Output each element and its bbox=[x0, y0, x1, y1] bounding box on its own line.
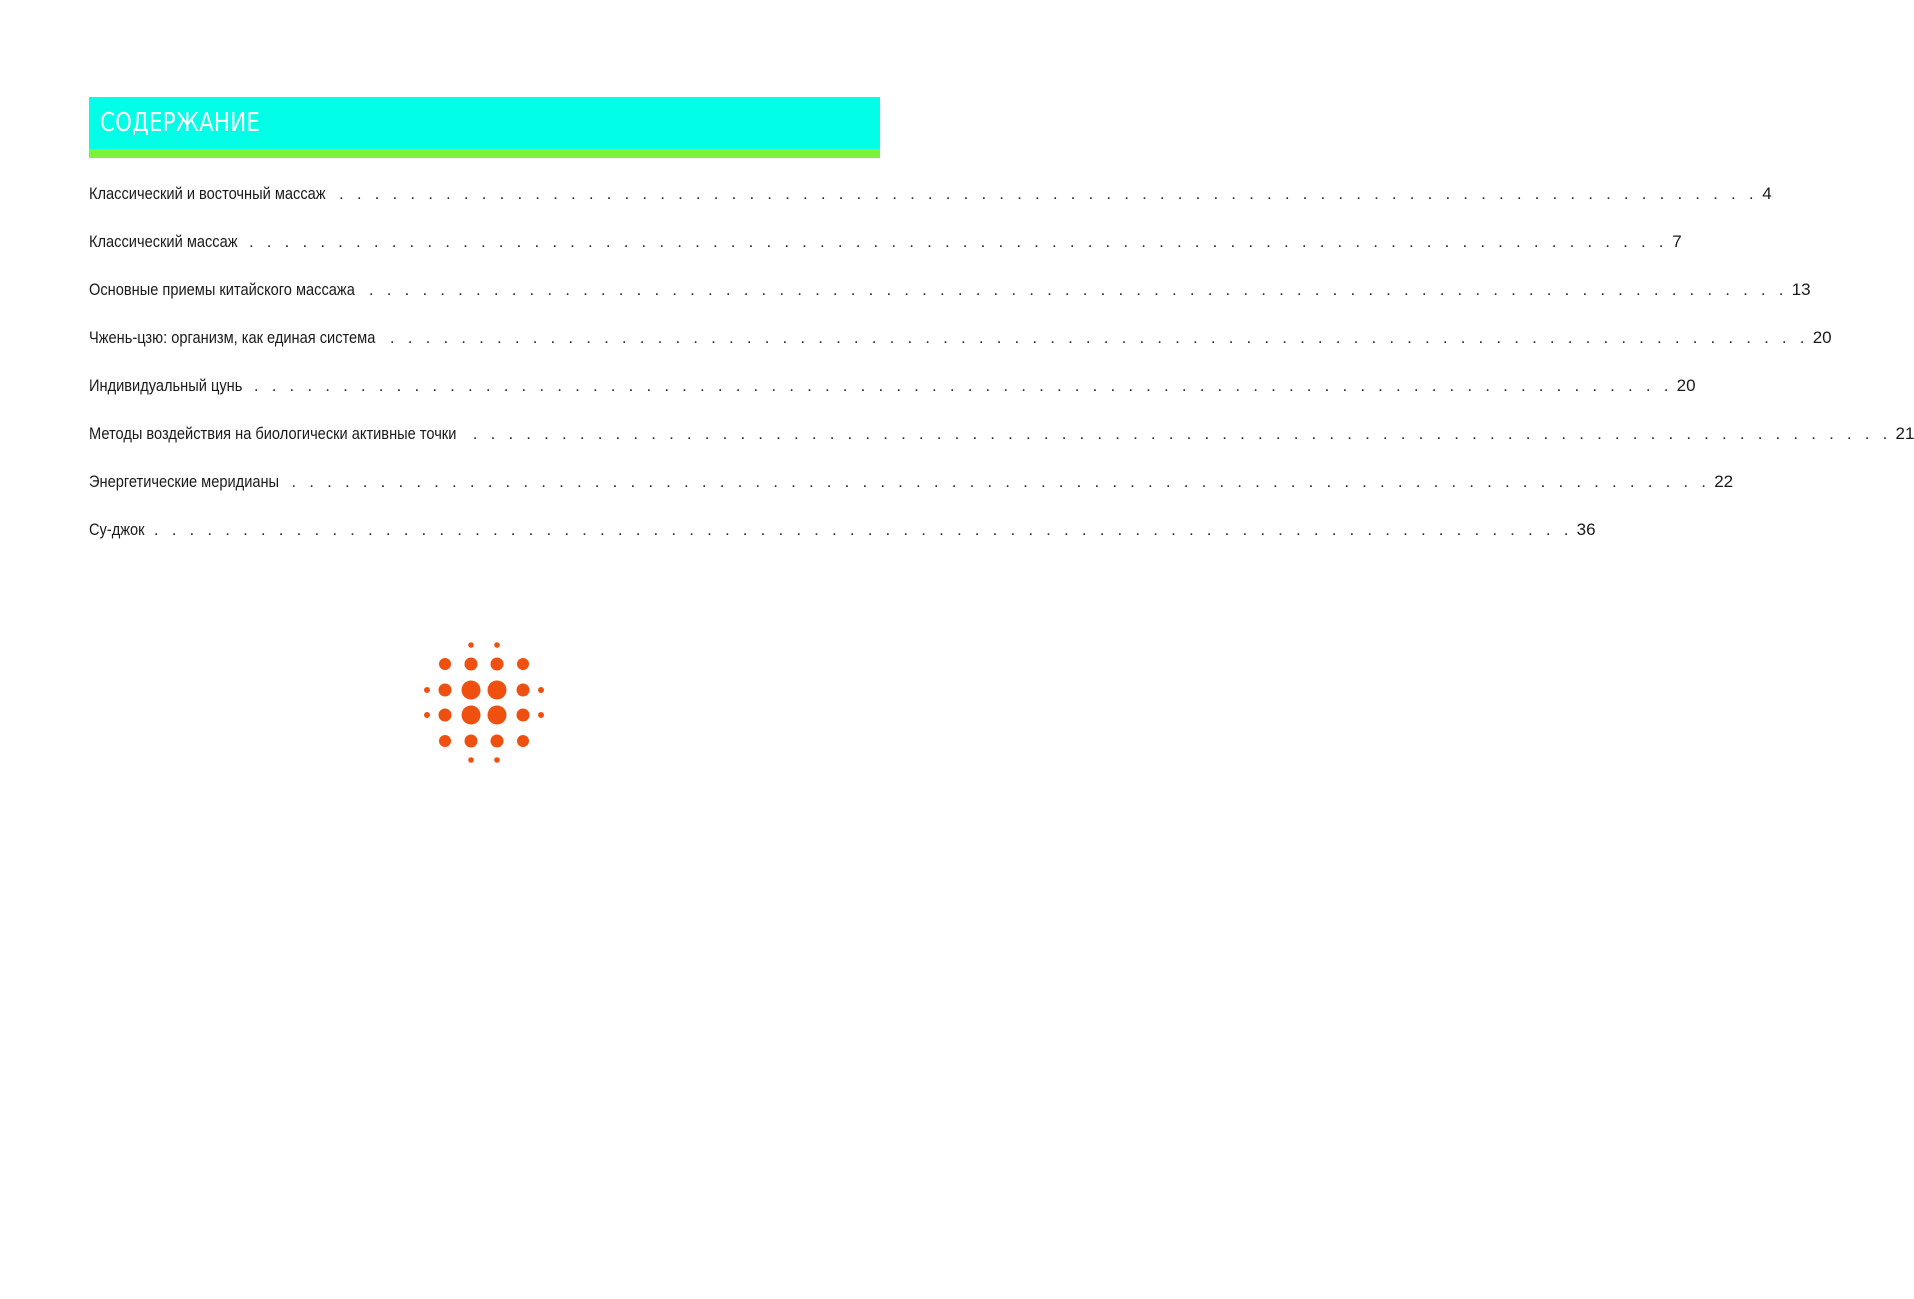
toc-page-number: 13 bbox=[1791, 280, 1811, 299]
logo-dot bbox=[491, 658, 504, 671]
logo-dot bbox=[439, 658, 451, 670]
toc-entry-title: Индивидуальный цунь bbox=[89, 376, 243, 395]
logo-dot bbox=[488, 706, 507, 725]
toc-entry[interactable] bbox=[89, 419, 1914, 467]
toc-dot-leader: . . . . . . . . . . . . . . . . . . . . . . . . . . . . . . . . . . . . . . . . . . . . . . . . . . . . . . . . . . . . . . . . . . . . . . . . . . . . . . . . bbox=[291, 472, 1711, 491]
toc-entry-title: Чжень-цзю: организм, как единая система bbox=[89, 328, 376, 347]
toc-page-number: 4 bbox=[1762, 184, 1772, 203]
toc-entry[interactable] bbox=[89, 227, 1682, 275]
logo-dot bbox=[517, 684, 530, 697]
header-underline bbox=[89, 149, 880, 158]
toc-entry[interactable] bbox=[89, 179, 1772, 227]
toc-entry-title: Классический и восточный массаж bbox=[89, 184, 326, 203]
toc-entry-title: Классический массаж bbox=[89, 232, 238, 251]
toc-dot-leader: . . . . . . . . . . . . . . . . . . . . . . . . . . . . . . . . . . . . . . . . . . . . . . . . . . . . . . . . . . . . . . . . . . . . . . . . . . . . . . . . bbox=[153, 520, 1573, 539]
logo-dot bbox=[468, 642, 474, 648]
logo-dot bbox=[517, 735, 529, 747]
logo-dot bbox=[494, 757, 500, 763]
toc-entry[interactable] bbox=[89, 323, 1832, 371]
logo-dot bbox=[465, 735, 478, 748]
toc-entry[interactable] bbox=[89, 371, 1696, 419]
toc-dot-leader: . . . . . . . . . . . . . . . . . . . . . . . . . . . . . . . . . . . . . . . . . . . . . . . . . . . . . . . . . . . . . . . . . . . . . . . . . . . . . . . . bbox=[368, 280, 1788, 299]
logo-dot bbox=[439, 709, 452, 722]
dotted-sun-icon bbox=[421, 638, 549, 766]
toc-dot-leader: . . . . . . . . . . . . . . . . . . . . . . . . . . . . . . . . . . . . . . . . . . . . . . . . . . . . . . . . . . . . . . . . . . . . . . . . . . . . . . . . bbox=[472, 424, 1892, 443]
logo-dot bbox=[494, 642, 500, 648]
toc-page-number: 36 bbox=[1576, 520, 1596, 539]
toc-dot-leader: . . . . . . . . . . . . . . . . . . . . . . . . . . . . . . . . . . . . . . . . . . . . . . . . . . . . . . . . . . . . . . . . . . . . . . . . . . . . . . . . bbox=[389, 328, 1809, 347]
logo-dot bbox=[439, 735, 451, 747]
logo-dot bbox=[538, 687, 544, 693]
logo-dot bbox=[439, 684, 452, 697]
toc-entry-title: Основные приемы китайского массажа bbox=[89, 280, 355, 299]
section-header bbox=[89, 97, 880, 149]
toc-dot-leader: . . . . . . . . . . . . . . . . . . . . . . . . . . . . . . . . . . . . . . . . . . . . . . . . . . . . . . . . . . . . . . . . . . . . . . . . . . . . . . . . bbox=[253, 376, 1673, 395]
toc-entry[interactable] bbox=[89, 275, 1811, 323]
logo-dot bbox=[465, 658, 478, 671]
table-of-contents bbox=[89, 179, 1914, 563]
logo-dot bbox=[424, 712, 430, 718]
toc-dot-leader: . . . . . . . . . . . . . . . . . . . . . . . . . . . . . . . . . . . . . . . . . . . . . . . . . . . . . . . . . . . . . . . . . . . . . . . . . . . . . . . . bbox=[338, 184, 1758, 203]
logo-dot bbox=[462, 706, 481, 725]
logo-dot bbox=[488, 681, 507, 700]
toc-entry[interactable] bbox=[89, 467, 1734, 515]
logo-dot bbox=[517, 709, 530, 722]
logo-dot bbox=[468, 757, 474, 763]
toc-entry-title: Су-джок bbox=[89, 520, 145, 539]
logo-dot bbox=[517, 658, 529, 670]
toc-entry[interactable] bbox=[89, 515, 1596, 563]
toc-page-number: 21 bbox=[1895, 424, 1914, 443]
logo-dot bbox=[538, 712, 544, 718]
toc-page-number: 7 bbox=[1672, 232, 1682, 251]
page-title: СОДЕРЖАНИЕ bbox=[100, 108, 261, 138]
toc-entry-title: Энергетические меридианы bbox=[89, 472, 280, 491]
toc-page-number: 20 bbox=[1676, 376, 1696, 395]
toc-page-number: 20 bbox=[1812, 328, 1832, 347]
toc-dot-leader: . . . . . . . . . . . . . . . . . . . . . . . . . . . . . . . . . . . . . . . . . . . . . . . . . . . . . . . . . . . . . . . . . . . . . . . . . . . . . . . . bbox=[248, 232, 1668, 251]
toc-entry-title: Методы воздействия на биологически активные точки bbox=[89, 424, 457, 443]
logo-dot bbox=[462, 681, 481, 700]
logo-dot bbox=[491, 735, 504, 748]
logo-dot bbox=[424, 687, 430, 693]
toc-page-number: 22 bbox=[1714, 472, 1734, 491]
